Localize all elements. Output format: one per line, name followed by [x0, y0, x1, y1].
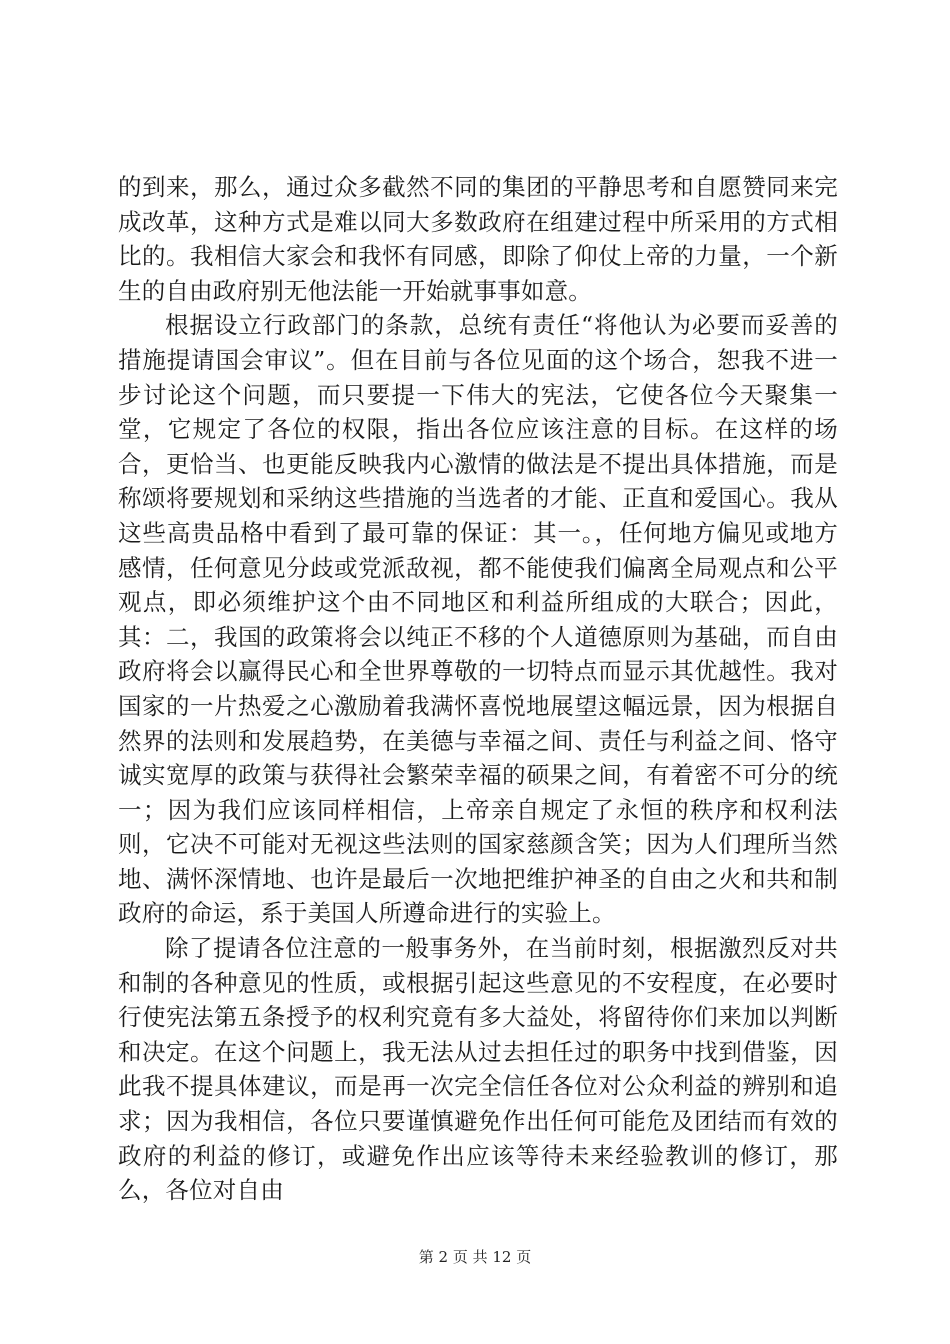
- page-number-footer: 第 2 页 共 12 页: [418, 1248, 532, 1266]
- document-body: [118, 170, 838, 1208]
- paragraph-2: 根据设立行政部门的条款，总统有责任“将他认为必要而妥善的措施提请国会审议”。但在目前与各位见面的这个场合，恕我不进一步讨论这个问题，而只要提一下伟大的宪法，它使各位今天聚集一堂，它规定了各位的权限，指出各位应该注意的目标。在这样的场合，更恰当、也更能反映我内心激情的做法是不提出具体措施，而是称颂将要规划和采纳这些措施的当选者的才能、正直和爱国心。我从这些高贵品格中看到了最可靠的保证：其一。，任何地方偏见或地方感情，任何意见分歧或党派敌视，都不能使我们偏离全局观点和公平观点，即必须维护这个由不同地区和利益所组成的大联合；因此，其：二，我国的政策将会以纯正不移的个人道德原则为基础，而自由政府将会以赢得民心和全世界尊敬的一切特点而显示其优越性。我对国家的一片热爱之心激励着我满怀喜悦地展望这幅远景，因为根据自然界的法则和发展趋势，在美德与幸福之间、责任与利益之间、恪守诚实宽厚的政策与获得社会繁荣幸福的硕果之间，有着密不可分的统一；因为我们应该同样相信，上帝亲自规定了永恒的秩序和权利法则，它决不可能对无视这些法则的国家慈颜含笑；因为人们理所当然地、满怀深情地、也许是最后一次地把维护神圣的自由之火和共和制政府的命运，系于美国人所遵命进行的实验上。: [118, 311, 838, 928]
- paragraph-1: 的到来，那么，通过众多截然不同的集团的平静思考和自愿赞同来完成改革，这种方式是难以同大多数政府在组建过程中所采用的方式相比的。我相信大家会和我怀有同感，即除了仰仗上帝的力量，一个新生的自由政府别无他法能一开始就事事如意。: [118, 173, 838, 305]
- paragraph-3: 除了提请各位注意的一般事务外，在当前时刻，根据激烈反对共和制的各种意见的性质，或根据引起这些意见的不安程度，在必要时行使宪法第五条授予的权利究竟有多大益处，将留待你们来加以判断和决定。在这个问题上，我无法从过去担任过的职务中找到借鉴，因此我不提具体建议，而是再一次完全信任各位对公众利益的辨别和追求；因为我相信，各位只要谨慎避免作出任何可能危及团结而有效的政府的利益的修订，或避免作出应该等待未来经验教训的修订，那么，各位对自由: [118, 934, 838, 1205]
